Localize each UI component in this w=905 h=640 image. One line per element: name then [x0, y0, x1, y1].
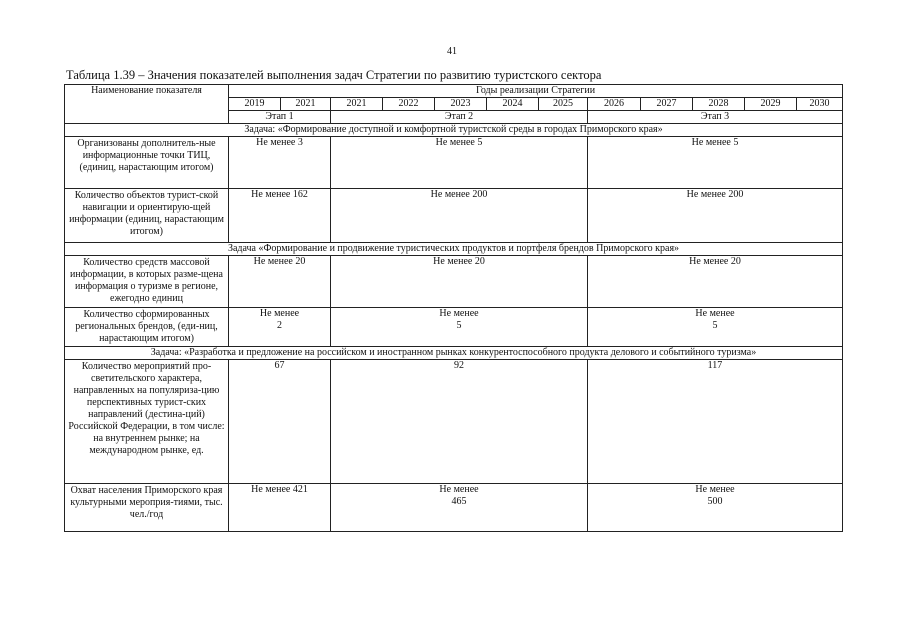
stage-3: Этап 3 — [588, 111, 843, 124]
year-cell: 2029 — [745, 98, 797, 111]
indicator-value-v2: 92 — [331, 360, 588, 484]
indicator-value-v1: Не менее 2 — [229, 308, 331, 347]
indicator-value-v2: Не менее 5 — [331, 137, 588, 189]
indicator-row — [65, 308, 843, 347]
indicator-row — [65, 484, 843, 532]
table-caption: Таблица 1.39 – Значения показателей выполнения задач Стратегии по развитию туристского сектора — [66, 68, 602, 82]
indicator-value-v2: Не менее 465 — [331, 484, 588, 532]
indicator-value-v2: Не менее 20 — [331, 256, 588, 308]
year-cell: 2030 — [797, 98, 843, 111]
indicator-value-v3: Не менее 500 — [588, 484, 843, 532]
indicator-name: Количество мероприятий про-светительского характера, направленных на популяриза-цию перспективных турист-ских направлений (дестина-ций) Российской Федерации, в том числе: на внутреннем рынке; на международном рынке, ед. — [65, 360, 229, 484]
indicator-name: Количество средств массовой информации, в которых разме-щена информация о туризме в регионе, ежегодно единиц — [65, 256, 229, 308]
year-cell: 2021 — [331, 98, 383, 111]
year-cell: 2021 — [281, 98, 331, 111]
indicator-value-v1: Не менее 20 — [229, 256, 331, 308]
page-number: 41 — [447, 46, 457, 57]
year-cell: 2024 — [487, 98, 539, 111]
indicator-row — [65, 360, 843, 484]
year-cell: 2019 — [229, 98, 281, 111]
indicator-name: Количество объектов турист-ской навигации и ориентирую-щей информации (единиц, нарастающим итогом) — [65, 189, 229, 243]
indicator-value-v3: Не менее 5 — [588, 308, 843, 347]
indicator-value-v1: Не менее 162 — [229, 189, 331, 243]
stage-2: Этап 2 — [331, 111, 588, 124]
year-cell: 2023 — [435, 98, 487, 111]
indicator-value-v2: Не менее 5 — [331, 308, 588, 347]
indicator-name: Охват населения Приморского края культурными мероприя-тиями, тыс. чел./год — [65, 484, 229, 532]
year-cell: 2027 — [641, 98, 693, 111]
header-name-column: Наименование показателя — [65, 85, 229, 124]
indicator-row — [65, 256, 843, 308]
indicator-value-v1: Не менее 421 — [229, 484, 331, 532]
indicator-name: Количество сформированных региональных брендов, (еди-ниц, нарастающим итогом) — [65, 308, 229, 347]
task-title: Задача: «Формирование доступной и комфортной туристской среды в городах Приморского края» — [65, 124, 843, 137]
indicator-value-v1: Не менее 3 — [229, 137, 331, 189]
indicator-value-v2: Не менее 200 — [331, 189, 588, 243]
year-cell: 2028 — [693, 98, 745, 111]
task-row — [65, 243, 843, 256]
header-years-title: Годы реализации Стратегии — [229, 85, 843, 98]
stage-1: Этап 1 — [229, 111, 331, 124]
task-title: Задача «Формирование и продвижение туристических продуктов и портфеля брендов Приморского края» — [65, 243, 843, 256]
indicator-name: Организованы дополнитель-ные информационные точки ТИЦ, (единиц, нарастающим итогом) — [65, 137, 229, 189]
indicator-value-v3: Не менее 20 — [588, 256, 843, 308]
header-row-1 — [65, 85, 843, 98]
task-title: Задача: «Разработка и предложение на российском и иностранном рынках конкурентоспособного продукта делового и событийного туризма» — [65, 347, 843, 360]
table-body — [65, 85, 843, 532]
indicator-value-v3: Не менее 200 — [588, 189, 843, 243]
year-cell: 2025 — [539, 98, 588, 111]
indicator-value-v3: 117 — [588, 360, 843, 484]
indicator-row — [65, 189, 843, 243]
indicators-table — [64, 84, 843, 532]
indicator-value-v1: 67 — [229, 360, 331, 484]
year-cell: 2022 — [383, 98, 435, 111]
indicator-value-v3: Не менее 5 — [588, 137, 843, 189]
task-row — [65, 347, 843, 360]
task-row — [65, 124, 843, 137]
indicator-row — [65, 137, 843, 189]
year-cell: 2026 — [588, 98, 641, 111]
